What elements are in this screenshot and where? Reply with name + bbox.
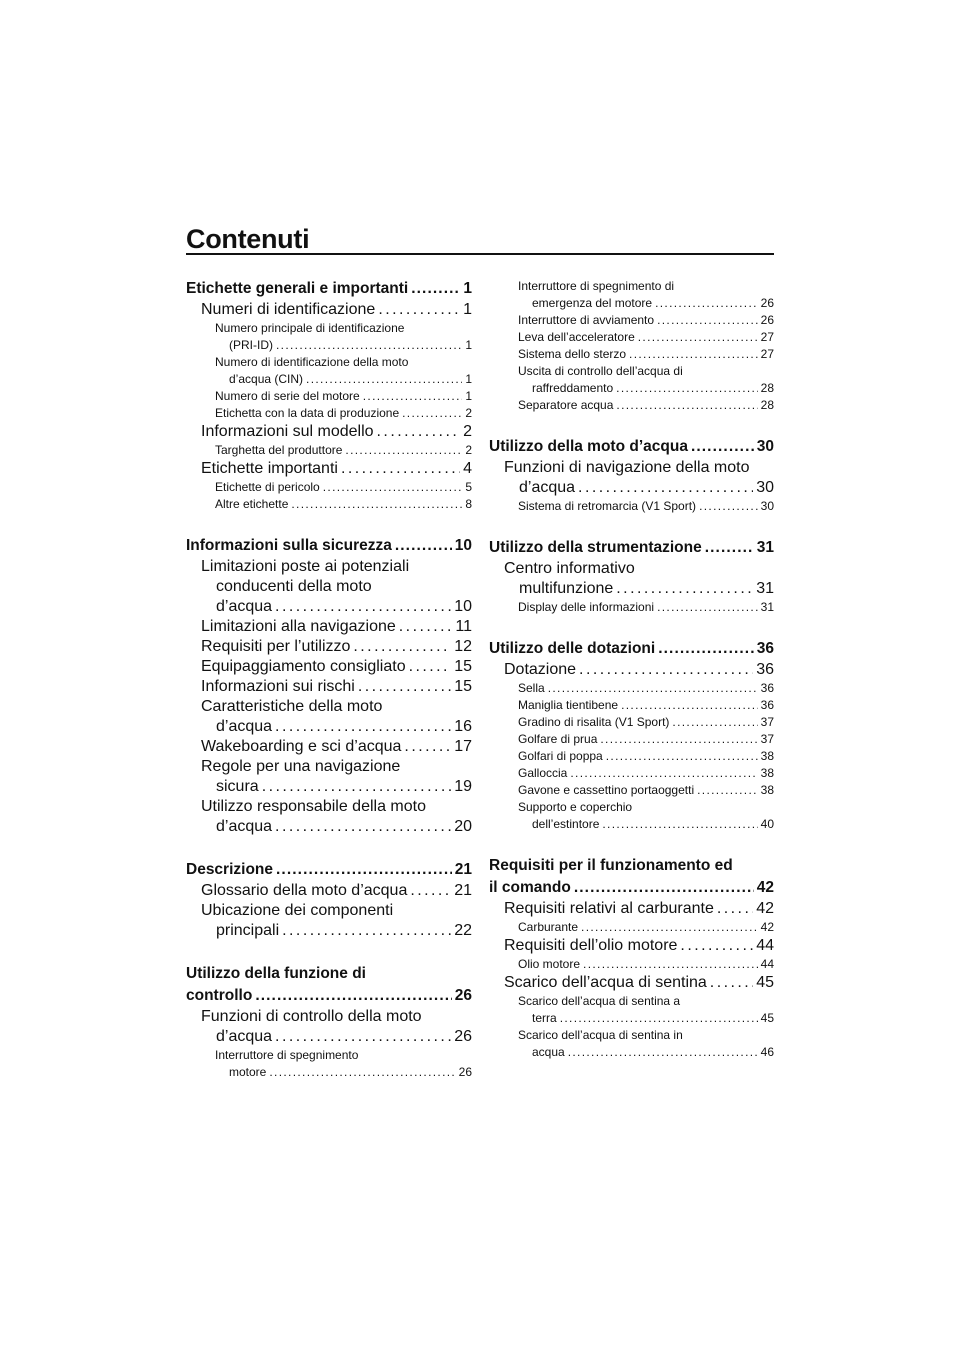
toc-subsection[interactable] xyxy=(489,680,774,697)
toc-leader-dots xyxy=(410,881,451,901)
toc-leader-dots xyxy=(323,479,463,496)
toc-entry-title: Sistema di retromarcia (V1 Sport) xyxy=(518,499,697,513)
toc-page-number: 21 xyxy=(454,882,472,899)
toc-leader-dots xyxy=(345,442,462,459)
toc-entry-title: Targhetta del produttore xyxy=(215,443,343,457)
toc-page-number: 36 xyxy=(760,681,774,695)
toc-section xyxy=(489,559,774,579)
toc-section[interactable] xyxy=(186,459,472,479)
toc-entry-title: Funzioni di controllo della moto xyxy=(201,1008,422,1025)
toc-subsection[interactable] xyxy=(489,380,774,397)
toc-page-number: 20 xyxy=(454,818,472,835)
toc-section[interactable] xyxy=(186,677,472,697)
toc-page-number: 26 xyxy=(454,1028,472,1045)
toc-page-number: 11 xyxy=(455,618,472,635)
toc-leader-dots xyxy=(658,638,754,660)
toc-chapter[interactable] xyxy=(489,436,774,458)
toc-section[interactable] xyxy=(186,1027,472,1047)
toc-entry-title: sicura xyxy=(216,778,259,795)
toc-leader-dots xyxy=(353,637,451,657)
toc-leader-dots xyxy=(378,300,460,320)
toc-section[interactable] xyxy=(186,422,472,442)
toc-leader-dots xyxy=(616,380,757,397)
toc-subsection[interactable] xyxy=(489,295,774,312)
toc-leader-dots xyxy=(570,765,757,782)
toc-subsection xyxy=(186,354,472,371)
toc-page-number: 26 xyxy=(760,313,774,327)
toc-page-number: 30 xyxy=(756,479,774,496)
toc-section[interactable] xyxy=(489,899,774,919)
toc-subsection[interactable] xyxy=(186,496,472,513)
toc-subsection[interactable] xyxy=(186,371,472,388)
toc-page-number: 2 xyxy=(465,443,472,457)
toc-subsection[interactable] xyxy=(186,337,472,354)
toc-subsection[interactable] xyxy=(186,442,472,459)
toc-entry-title: Ubicazione dei componenti xyxy=(201,902,394,919)
toc-page-number: 30 xyxy=(756,438,774,455)
toc-page-number: 38 xyxy=(760,749,774,763)
toc-chapter[interactable] xyxy=(489,537,774,559)
toc-page-number: 1 xyxy=(465,389,472,403)
toc-entry-title: Etichette generali e importanti xyxy=(186,280,409,297)
toc-chapter[interactable] xyxy=(489,638,774,660)
toc-entry-title: il comando xyxy=(489,879,571,896)
toc-entry-title: Separatore acqua xyxy=(518,398,614,412)
toc-leader-dots xyxy=(275,817,451,837)
toc-leader-dots xyxy=(409,657,452,677)
toc-page-number: 38 xyxy=(760,766,774,780)
toc-subsection[interactable] xyxy=(489,919,774,936)
toc-entry-title: Wakeboarding e sci d’acqua xyxy=(201,738,402,755)
toc-section xyxy=(186,557,472,577)
toc-subsection[interactable] xyxy=(489,731,774,748)
toc-entry-title: Gavone e cassettino portaoggetti xyxy=(518,783,695,797)
toc-leader-dots xyxy=(655,295,758,312)
toc-leader-dots xyxy=(602,816,757,833)
toc-page-number: 26 xyxy=(458,1065,472,1079)
toc-page-number: 17 xyxy=(454,738,472,755)
toc-subsection xyxy=(186,320,472,337)
toc-page-number: 16 xyxy=(454,718,472,735)
toc-entry-title: d’acqua xyxy=(216,718,273,735)
toc-leader-dots xyxy=(638,329,758,346)
toc-subsection[interactable] xyxy=(489,714,774,731)
toc-entry-title: Utilizzo della strumentazione xyxy=(489,539,702,556)
toc-page-number: 45 xyxy=(756,974,774,991)
toc-page-number: 27 xyxy=(760,347,774,361)
toc-page-number: 5 xyxy=(465,480,472,494)
toc-section xyxy=(186,757,472,777)
toc-entry-title: terra xyxy=(532,1011,557,1025)
toc-entry-title: d’acqua xyxy=(216,1028,273,1045)
toc-leader-dots xyxy=(579,660,753,680)
toc-page-number: 10 xyxy=(454,537,472,554)
toc-subsection xyxy=(489,278,774,295)
toc-leader-dots xyxy=(358,677,451,697)
toc-entry-title: Centro informativo xyxy=(504,560,635,577)
toc-subsection[interactable] xyxy=(489,748,774,765)
toc-leader-dots xyxy=(583,956,758,973)
toc-page-number: 26 xyxy=(454,987,472,1004)
toc-page-number: 8 xyxy=(465,497,472,511)
toc-entry-title: Requisiti relativi al carburante xyxy=(504,900,714,917)
toc-entry-title: principali xyxy=(216,922,280,939)
toc-entry-title: Limitazioni alla navigazione xyxy=(201,618,396,635)
toc-page-number: 45 xyxy=(760,1011,774,1025)
toc-section xyxy=(186,697,472,717)
toc-subsection[interactable] xyxy=(489,498,774,515)
toc-page-number: 40 xyxy=(760,817,774,831)
toc-entry-title: controllo xyxy=(186,987,253,1004)
toc-entry-title: Numero di serie del motore xyxy=(215,389,360,403)
toc-leader-dots xyxy=(657,599,758,616)
toc-subsection[interactable] xyxy=(489,956,774,973)
toc-leader-dots xyxy=(697,782,758,799)
toc-subsection[interactable] xyxy=(489,397,774,414)
toc-entry-title: (PRI-ID) xyxy=(229,338,273,352)
toc-section xyxy=(186,577,472,597)
toc-entry-title: Maniglia tientibene xyxy=(518,698,619,712)
toc-entry-title: d’acqua xyxy=(216,818,273,835)
toc-page-number: 44 xyxy=(756,937,774,954)
toc-entry-title: Interruttore di avviamento xyxy=(518,313,655,327)
toc-entry-title: Scarico dell’acqua di sentina a xyxy=(518,994,681,1008)
toc-entry-title: Golfare di prua xyxy=(518,732,598,746)
toc-entry-title: Requisiti dell’olio motore xyxy=(504,937,678,954)
toc-entry-title: Numero principale di identificazione xyxy=(215,321,405,335)
toc-chapter xyxy=(489,855,774,877)
toc-entry-title: d’acqua (CIN) xyxy=(229,372,304,386)
toc-page-number: 1 xyxy=(465,372,472,386)
toc-leader-dots xyxy=(616,579,753,599)
toc-chapter[interactable] xyxy=(186,535,472,557)
toc-leader-dots xyxy=(363,388,463,405)
toc-section[interactable] xyxy=(489,660,774,680)
toc-section[interactable] xyxy=(186,777,472,797)
toc-subsection[interactable] xyxy=(186,479,472,496)
toc-leader-dots xyxy=(291,496,462,513)
toc-subsection[interactable] xyxy=(489,312,774,329)
toc-section[interactable] xyxy=(489,936,774,956)
toc-entry-title: Golfari di poppa xyxy=(518,749,603,763)
toc-section[interactable] xyxy=(186,717,472,737)
toc-entry-title: Regole per una navigazione xyxy=(201,758,401,775)
toc-subsection xyxy=(186,1047,472,1064)
toc-page-number: 19 xyxy=(454,778,472,795)
toc-subsection[interactable] xyxy=(489,1044,774,1061)
toc-entry-title: Informazioni sul modello xyxy=(201,423,374,440)
toc-entry-title: Dotazione xyxy=(504,661,577,678)
toc-entry-title: Etichette importanti xyxy=(201,460,338,477)
toc-page-number: 12 xyxy=(454,638,472,655)
toc-page-number: 38 xyxy=(760,783,774,797)
toc-section xyxy=(186,901,472,921)
toc-entry-title: Altre etichette xyxy=(215,497,289,511)
toc-leader-dots xyxy=(705,537,754,559)
toc-page-number: 27 xyxy=(760,330,774,344)
toc-subsection[interactable] xyxy=(489,346,774,363)
toc-page-number: 1 xyxy=(463,280,472,297)
toc-entry-title: Utilizzo delle dotazioni xyxy=(489,640,656,657)
toc-leader-dots xyxy=(574,877,754,899)
toc-page-number: 2 xyxy=(463,423,472,440)
toc-chapter[interactable] xyxy=(489,877,774,899)
toc-entry-title: Utilizzo della funzione di xyxy=(186,965,366,982)
toc-leader-dots xyxy=(276,859,452,881)
toc-subsection[interactable] xyxy=(489,599,774,616)
toc-entry-title: Etichette di pericolo xyxy=(215,480,320,494)
toc-subsection[interactable] xyxy=(186,388,472,405)
toc-leader-dots xyxy=(399,617,453,637)
toc-leader-dots xyxy=(699,498,758,515)
toc-leader-dots xyxy=(568,1044,758,1061)
toc-page-number: 37 xyxy=(760,732,774,746)
toc-page-number: 10 xyxy=(454,598,472,615)
toc-section[interactable] xyxy=(489,973,774,993)
toc-entry-title: Equipaggiamento consigliato xyxy=(201,658,406,675)
toc-leader-dots xyxy=(255,985,451,1007)
toc-leader-dots xyxy=(691,436,754,458)
toc-page-number: 36 xyxy=(756,661,774,678)
toc-entry-title: Interruttore di spegnimento xyxy=(215,1048,359,1062)
toc-entry-title: Glossario della moto d’acqua xyxy=(201,882,408,899)
toc-page-number: 1 xyxy=(465,338,472,352)
toc-section[interactable] xyxy=(186,657,472,677)
toc-section[interactable] xyxy=(186,617,472,637)
toc-page-number: 28 xyxy=(760,398,774,412)
toc-page-number: 26 xyxy=(760,296,774,310)
toc-leader-dots xyxy=(411,278,460,300)
toc-subsection[interactable] xyxy=(489,697,774,714)
toc-page-number: 42 xyxy=(756,900,774,917)
toc-leader-dots xyxy=(578,478,753,498)
toc-subsection xyxy=(489,799,774,816)
toc-entry-title: d’acqua xyxy=(519,479,576,496)
toc-subsection[interactable] xyxy=(489,782,774,799)
toc-leader-dots xyxy=(710,973,753,993)
toc-section[interactable] xyxy=(489,478,774,498)
toc-entry-title: Funzioni di navigazione della moto xyxy=(504,459,750,476)
toc-leader-dots xyxy=(548,680,758,697)
toc-leader-dots xyxy=(275,1027,451,1047)
toc-leader-dots xyxy=(404,737,451,757)
toc-entry-title: Numero di identificazione della moto xyxy=(215,355,409,369)
toc-page-number: 2 xyxy=(465,406,472,420)
toc-right-column xyxy=(489,278,774,1061)
toc-entry-title: Etichetta con la data di produzione xyxy=(215,406,400,420)
toc-entry-title: Utilizzo responsabile della moto xyxy=(201,798,426,815)
toc-section[interactable] xyxy=(186,300,472,320)
toc-entry-title: Olio motore xyxy=(518,957,581,971)
toc-section[interactable] xyxy=(186,817,472,837)
toc-entry-title: raffreddamento xyxy=(532,381,614,395)
toc-entry-title: Descrizione xyxy=(186,861,274,878)
toc-page-number: 46 xyxy=(760,1045,774,1059)
toc-entry-title: Scarico dell’acqua di sentina in xyxy=(518,1028,683,1042)
toc-entry-title: Uscita di controllo dell’acqua di xyxy=(518,364,683,378)
toc-entry-title: Gradino di risalita (V1 Sport) xyxy=(518,715,670,729)
toc-entry-title: Limitazioni poste ai potenziali xyxy=(201,558,410,575)
toc-leader-dots xyxy=(269,1064,455,1081)
toc-leader-dots xyxy=(377,422,461,442)
toc-page-number: 42 xyxy=(756,879,774,896)
toc-subsection[interactable] xyxy=(186,1064,472,1081)
toc-section[interactable] xyxy=(186,881,472,901)
toc-leader-dots xyxy=(581,919,758,936)
toc-chapter[interactable] xyxy=(186,859,472,881)
toc-page-number: 15 xyxy=(454,678,472,695)
toc-left-column xyxy=(186,278,472,1081)
toc-entry-title: dell’estintore xyxy=(532,817,600,831)
toc-leader-dots xyxy=(672,714,757,731)
toc-leader-dots xyxy=(395,535,452,557)
toc-page-number: 31 xyxy=(756,539,774,556)
toc-entry-title: Leva dell’acceleratore xyxy=(518,330,635,344)
toc-chapter xyxy=(186,963,472,985)
toc-entry-title: Display delle informazioni xyxy=(518,600,655,614)
toc-entry-title: Requisiti per il funzionamento ed xyxy=(489,857,733,874)
toc-entry-title: motore xyxy=(229,1065,267,1079)
page-title: Contenuti xyxy=(186,224,310,254)
toc-page-number: 30 xyxy=(760,499,774,513)
toc-entry-title: Informazioni sui rischi xyxy=(201,678,355,695)
toc-leader-dots xyxy=(262,777,452,797)
toc-leader-dots xyxy=(606,748,758,765)
toc-section[interactable] xyxy=(186,637,472,657)
toc-page-number: 22 xyxy=(454,922,472,939)
toc-leader-dots xyxy=(341,459,460,479)
toc-page-number: 31 xyxy=(756,580,774,597)
toc-entry-title: Caratteristiche della moto xyxy=(201,698,383,715)
toc-entry-title: acqua xyxy=(532,1045,565,1059)
toc-leader-dots xyxy=(629,346,758,363)
toc-leader-dots xyxy=(680,936,753,956)
toc-page-number: 37 xyxy=(760,715,774,729)
toc-subsection[interactable] xyxy=(489,816,774,833)
toc-page-number: 44 xyxy=(760,957,774,971)
toc-leader-dots xyxy=(621,697,758,714)
toc-leader-dots xyxy=(275,717,451,737)
toc-subsection[interactable] xyxy=(489,765,774,782)
toc-entry-title: conducenti della moto xyxy=(216,578,372,595)
toc-section xyxy=(186,1007,472,1027)
toc-leader-dots xyxy=(276,337,462,354)
toc-page-number: 36 xyxy=(760,698,774,712)
toc-section[interactable] xyxy=(186,921,472,941)
toc-chapter[interactable] xyxy=(186,278,472,300)
toc-entry-title: Galloccia xyxy=(518,766,568,780)
toc-leader-dots xyxy=(560,1010,758,1027)
toc-leader-dots xyxy=(717,899,753,919)
toc-page-number: 28 xyxy=(760,381,774,395)
toc-leader-dots xyxy=(282,921,451,941)
toc-entry-title: d’acqua xyxy=(216,598,273,615)
toc-leader-dots xyxy=(275,597,451,617)
toc-page-number: 42 xyxy=(760,920,774,934)
toc-subsection xyxy=(489,993,774,1010)
toc-entry-title: multifunzione xyxy=(519,580,614,597)
toc-subsection[interactable] xyxy=(186,405,472,422)
toc-leader-dots xyxy=(616,397,757,414)
toc-entry-title: Scarico dell’acqua di sentina xyxy=(504,974,707,991)
toc-subsection[interactable] xyxy=(489,1010,774,1027)
toc-subsection xyxy=(489,363,774,380)
toc-entry-title: Sella xyxy=(518,681,545,695)
toc-chapter[interactable] xyxy=(186,985,472,1007)
toc-entry-title: Sistema dello sterzo xyxy=(518,347,627,361)
toc-entry-title: Informazioni sulla sicurezza xyxy=(186,537,392,554)
toc-entry-title: Supporto e coperchio xyxy=(518,800,633,814)
toc-page-number: 15 xyxy=(454,658,472,675)
toc-page-number: 21 xyxy=(454,861,472,878)
title-divider xyxy=(186,253,774,255)
toc-entry-title: Carburante xyxy=(518,920,579,934)
toc-leader-dots xyxy=(402,405,462,422)
toc-subsection xyxy=(489,1027,774,1044)
toc-subsection[interactable] xyxy=(489,329,774,346)
toc-leader-dots xyxy=(657,312,758,329)
toc-entry-title: Requisiti per l’utilizzo xyxy=(201,638,351,655)
toc-section[interactable] xyxy=(186,597,472,617)
toc-section xyxy=(489,458,774,478)
toc-section[interactable] xyxy=(489,579,774,599)
toc-section xyxy=(186,797,472,817)
toc-page-number: 31 xyxy=(760,600,774,614)
toc-page-number: 36 xyxy=(756,640,774,657)
toc-leader-dots xyxy=(306,371,462,388)
toc-section[interactable] xyxy=(186,737,472,757)
toc-page-number: 4 xyxy=(463,460,472,477)
toc-leader-dots xyxy=(600,731,757,748)
toc-page-number: 1 xyxy=(463,301,472,318)
toc-entry-title: Utilizzo della moto d’acqua xyxy=(489,438,688,455)
toc-entry-title: Interruttore di spegnimento di xyxy=(518,279,675,293)
toc-entry-title: Numeri di identificazione xyxy=(201,301,376,318)
toc-entry-title: emergenza del motore xyxy=(532,296,653,310)
